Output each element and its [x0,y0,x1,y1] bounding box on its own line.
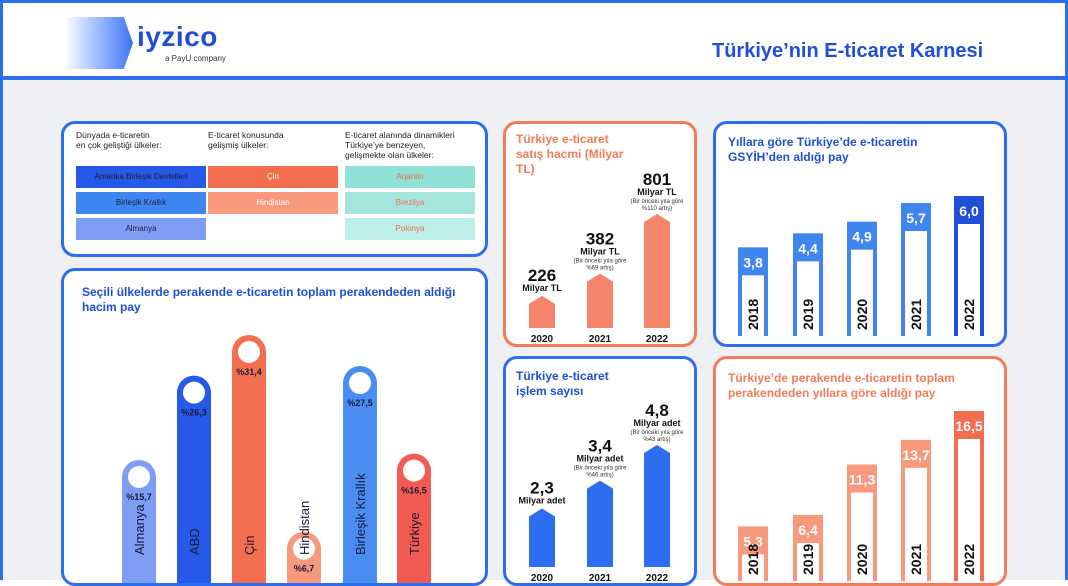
gdp-share-year-label: 2021 [908,298,924,330]
country-pill: Hindistan [208,192,338,214]
sales-note: %69 artış) [586,265,614,272]
retail-years-value-label: 6,4 [798,522,818,539]
gdp-share-card [713,121,1007,347]
retail-years-value-label: 11,3 [848,471,876,488]
sales-bar [644,214,670,328]
gdp-share-year-label: 2019 [800,298,816,330]
country-pill: Almanya [76,218,206,240]
retail-years-year-label: 2020 [854,543,870,575]
transactions-value-label: 3,4 [588,436,612,456]
gdp-share-value-label: 6,0 [959,203,979,219]
retail-share-value-label: %31,4 [236,367,262,377]
transactions-value-label: 4,8 [645,401,669,420]
country-column-header: Dünyada e-ticaretin en çok geliştiği ülkeler: [76,130,162,150]
retail-share-chart [64,271,485,583]
retail-years-year-label: 2018 [745,543,761,575]
sales-value-label: 382 [585,229,615,249]
retail-share-category-label: Birleşik Krallık [353,473,368,555]
retail-share-bar-cap [183,382,205,404]
transactions-year-label: 2022 [645,573,669,583]
sales-bar [529,296,555,328]
gdp-share-value-label: 5,7 [906,210,926,226]
transactions-unit-label: Milyar adet [633,418,681,428]
retail-share-value-label: %15,7 [126,492,152,502]
country-pill: Amerika Birleşik Devletleri [76,166,206,188]
page-title: Türkiye’nin E-ticaret Karnesi [712,40,984,62]
country-column-header: E-ticaret alanında dinamikleri Türkiye’ye benzeyen, gelişmekte olan ülkeler: [345,130,455,160]
transactions-unit-label: Milyar adet [518,495,566,506]
sales-value-label: 801 [642,170,672,189]
retail-share-category-label: Hindistan [297,500,312,555]
retail-years-title: Türkiye’de perakende e-ticaretin toplam perakendeden yıllara göre aldığı pay [728,371,955,400]
transactions-bar [587,481,613,567]
sales-unit-label: Milyar TL [580,246,620,257]
country-pill: Polonya [345,218,475,240]
retail-share-bar-cap [238,341,260,363]
sales-unit-label: Milyar TL [637,187,677,197]
gdp-share-value-label: 4,4 [798,240,818,257]
logo-mark-icon [67,17,133,69]
retail-years-card [713,356,1007,586]
gdp-share-chart [716,124,1004,344]
country-pill: Arjantin [345,166,475,188]
sales-volume-card [503,121,697,347]
retail-share-category-label: Almanya [132,504,147,555]
gdp-share-title: Yıllara göre Türkiye’de e-ticaretin GSYİH’den aldığı pay [728,135,918,164]
sales-year-label: 2020 [530,334,554,344]
retail-years-value-label: 16,5 [955,418,983,434]
retail-share-category-label: Türkiye [407,512,422,555]
sales-volume-chart [506,124,694,344]
retail-years-chart [716,359,1004,583]
transactions-card [503,356,697,586]
country-pill: Çin [208,166,338,188]
retail-share-value-label: %27,5 [347,398,373,409]
country-pill: Birleşik Krallık [76,192,206,214]
gdp-share-year-label: 2022 [961,298,977,330]
transactions-year-label: 2021 [588,573,612,583]
transactions-value-label: 2,3 [530,478,554,498]
gdp-share-value-label: 4,9 [852,228,872,245]
retail-share-value-label: %26,3 [181,407,207,418]
retail-share-value-label: %16,5 [401,485,427,496]
sales-unit-label: Milyar TL [522,282,562,293]
retail-share-title: Seçili ülkelerde perakende e-ticaretin toplam perakendeden aldığı hacim pay [82,285,456,314]
sales-bar [587,274,613,328]
transactions-bar [644,445,670,567]
transactions-title: Türkiye e-ticaret işlem sayısı [516,369,609,398]
retail-years-year-label: 2022 [961,543,977,575]
country-column-header: E-ticaret konusunda gelişmiş ülkeler: [208,130,284,150]
retail-share-category-label: ABD [187,528,202,555]
retail-years-value-label: 5,3 [743,533,763,550]
sales-volume-title: Türkiye e-ticaret satış hacmi (Milyar TL) [516,132,624,176]
transactions-chart [506,359,694,583]
sales-note: (Bir önceki yıla göre [573,258,627,265]
sales-note: %110 artış) [641,206,673,212]
transactions-note: (Bir önceki yıla göre [573,465,627,472]
countries-card [61,121,488,257]
retail-share-value-label: %6,7 [293,563,315,574]
brand-name: iyzico [137,21,218,52]
retail-share-category-label: Çin [242,535,257,555]
transactions-note: (Bir önceki yıla göre [630,430,684,436]
retail-share-bar-cap [403,460,425,482]
sales-note: (Bir önceki yıla göre [630,199,684,205]
retail-years-year-label: 2019 [800,543,816,575]
gdp-share-year-label: 2020 [854,298,870,330]
gdp-share-year-label: 2018 [745,298,761,330]
transactions-note: %46 artış) [586,472,614,479]
retail-years-value-label: 13,7 [902,446,930,463]
retail-share-bar-cap [349,372,371,394]
country-pill: Brezilya [345,192,475,214]
gdp-share-value-label: 3,8 [743,254,763,271]
sales-value-label: 226 [527,265,557,285]
transactions-bar [529,509,555,567]
retail-share-bar-cap [128,466,150,488]
retail-years-year-label: 2021 [908,543,924,575]
sales-year-label: 2022 [645,334,669,344]
transactions-unit-label: Milyar adet [576,453,624,464]
transactions-note: %43 artış) [643,437,671,443]
sales-year-label: 2021 [588,334,612,344]
brand-subtitle: a PayU company [165,54,226,63]
transactions-year-label: 2020 [530,573,554,583]
retail-share-card [61,268,488,586]
